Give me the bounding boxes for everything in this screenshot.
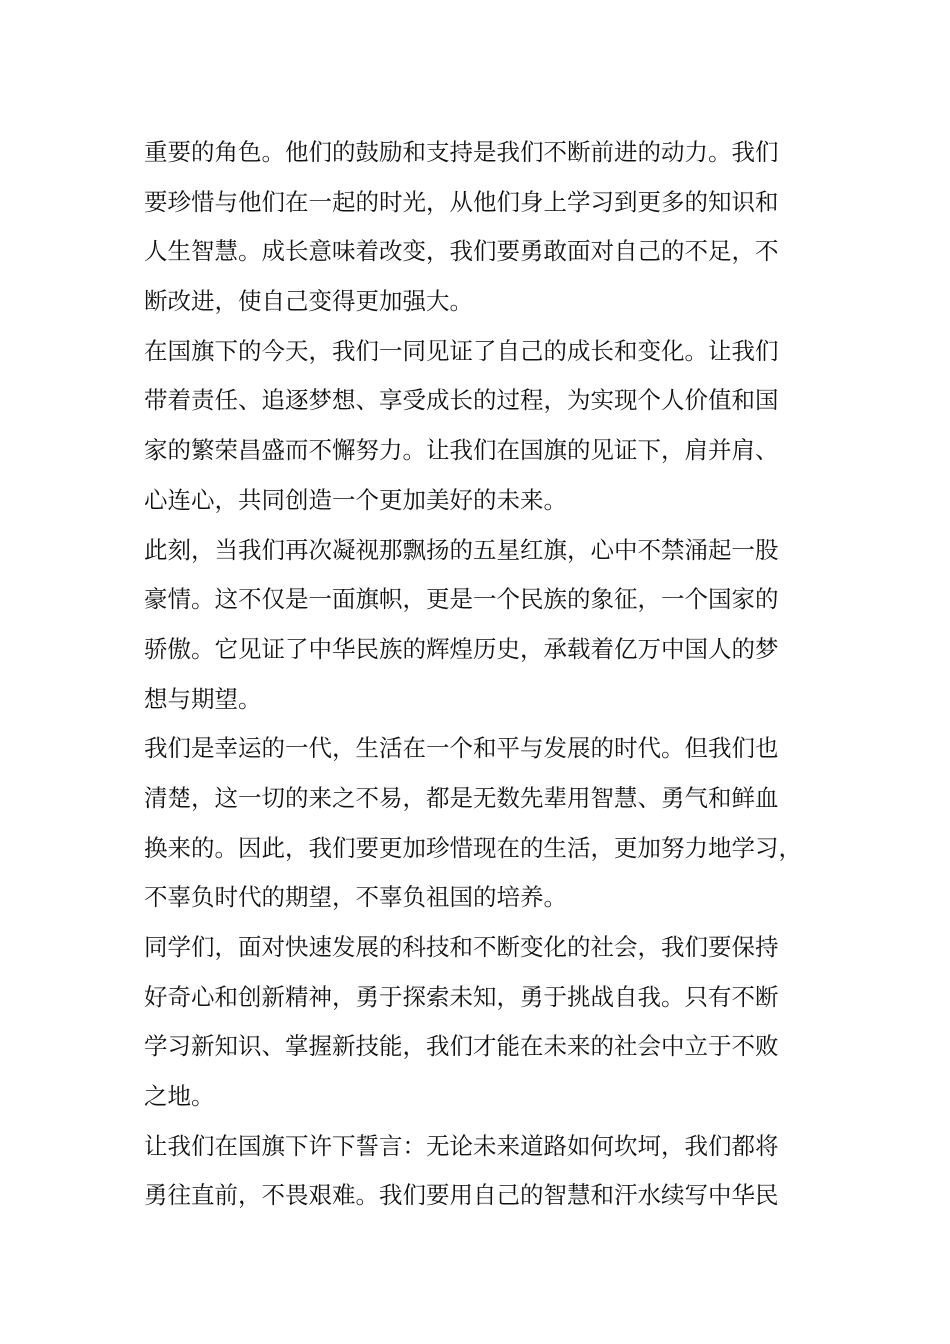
text-line: 换来的。因此，我们要更加珍惜现在的生活，更加努力地学习， — [144, 833, 802, 862]
text-line: 清楚，这一切的来之不易，都是无数先辈用智慧、勇气和鲜血 — [144, 783, 779, 812]
text-line: 要珍惜与他们在一起的时光，从他们身上学习到更多的知识和 — [144, 187, 779, 216]
text-line: 好奇心和创新精神，勇于探索未知，勇于挑战自我。只有不断 — [144, 982, 779, 1011]
text-line: 断改进，使自己变得更加强大。 — [144, 287, 473, 316]
text-line: 家的繁荣昌盛而不懈努力。让我们在国旗的见证下，肩并肩、 — [144, 436, 779, 465]
text-line: 勇往直前，不畏艰难。我们要用自己的智慧和汗水续写中华民 — [144, 1181, 779, 1210]
text-line: 同学们，面对快速发展的科技和不断变化的社会，我们要保持 — [144, 933, 779, 961]
text-line: 此刻，当我们再次凝视那飘扬的五星红旗，心中不禁涌起一股 — [144, 535, 779, 564]
text-line: 人生智慧。成长意味着改变，我们要勇敢面对自己的不足，不 — [144, 237, 779, 266]
text-line: 之地。 — [144, 1082, 215, 1111]
text-line: 让我们在国旗下许下誓言：无论未来道路如何坎坷，我们都将 — [144, 1131, 779, 1160]
text-line: 重要的角色。他们的鼓励和支持是我们不断前进的动力。我们 — [144, 138, 779, 166]
text-line: 我们是幸运的一代，生活在一个和平与发展的时代。但我们也 — [144, 734, 779, 763]
text-line: 骄傲。它见证了中华民族的辉煌历史，承载着亿万中国人的梦 — [144, 634, 779, 663]
text-line: 想与期望。 — [144, 684, 262, 713]
text-line: 学习新知识、掌握新技能，我们才能在未来的社会中立于不败 — [144, 1032, 779, 1061]
text-line: 带着责任、追逐梦想、享受成长的过程，为实现个人价值和国 — [144, 386, 779, 415]
text-line: 豪情。这不仅是一面旗帜，更是一个民族的象征，一个国家的 — [144, 585, 779, 614]
text-line: 在国旗下的今天，我们一同见证了自己的成长和变化。让我们 — [144, 336, 779, 365]
text-line: 不辜负时代的期望，不辜负祖国的培养。 — [144, 883, 567, 912]
document-body — [144, 128, 808, 1221]
text-line: 心连心，共同创造一个更加美好的未来。 — [144, 485, 567, 514]
